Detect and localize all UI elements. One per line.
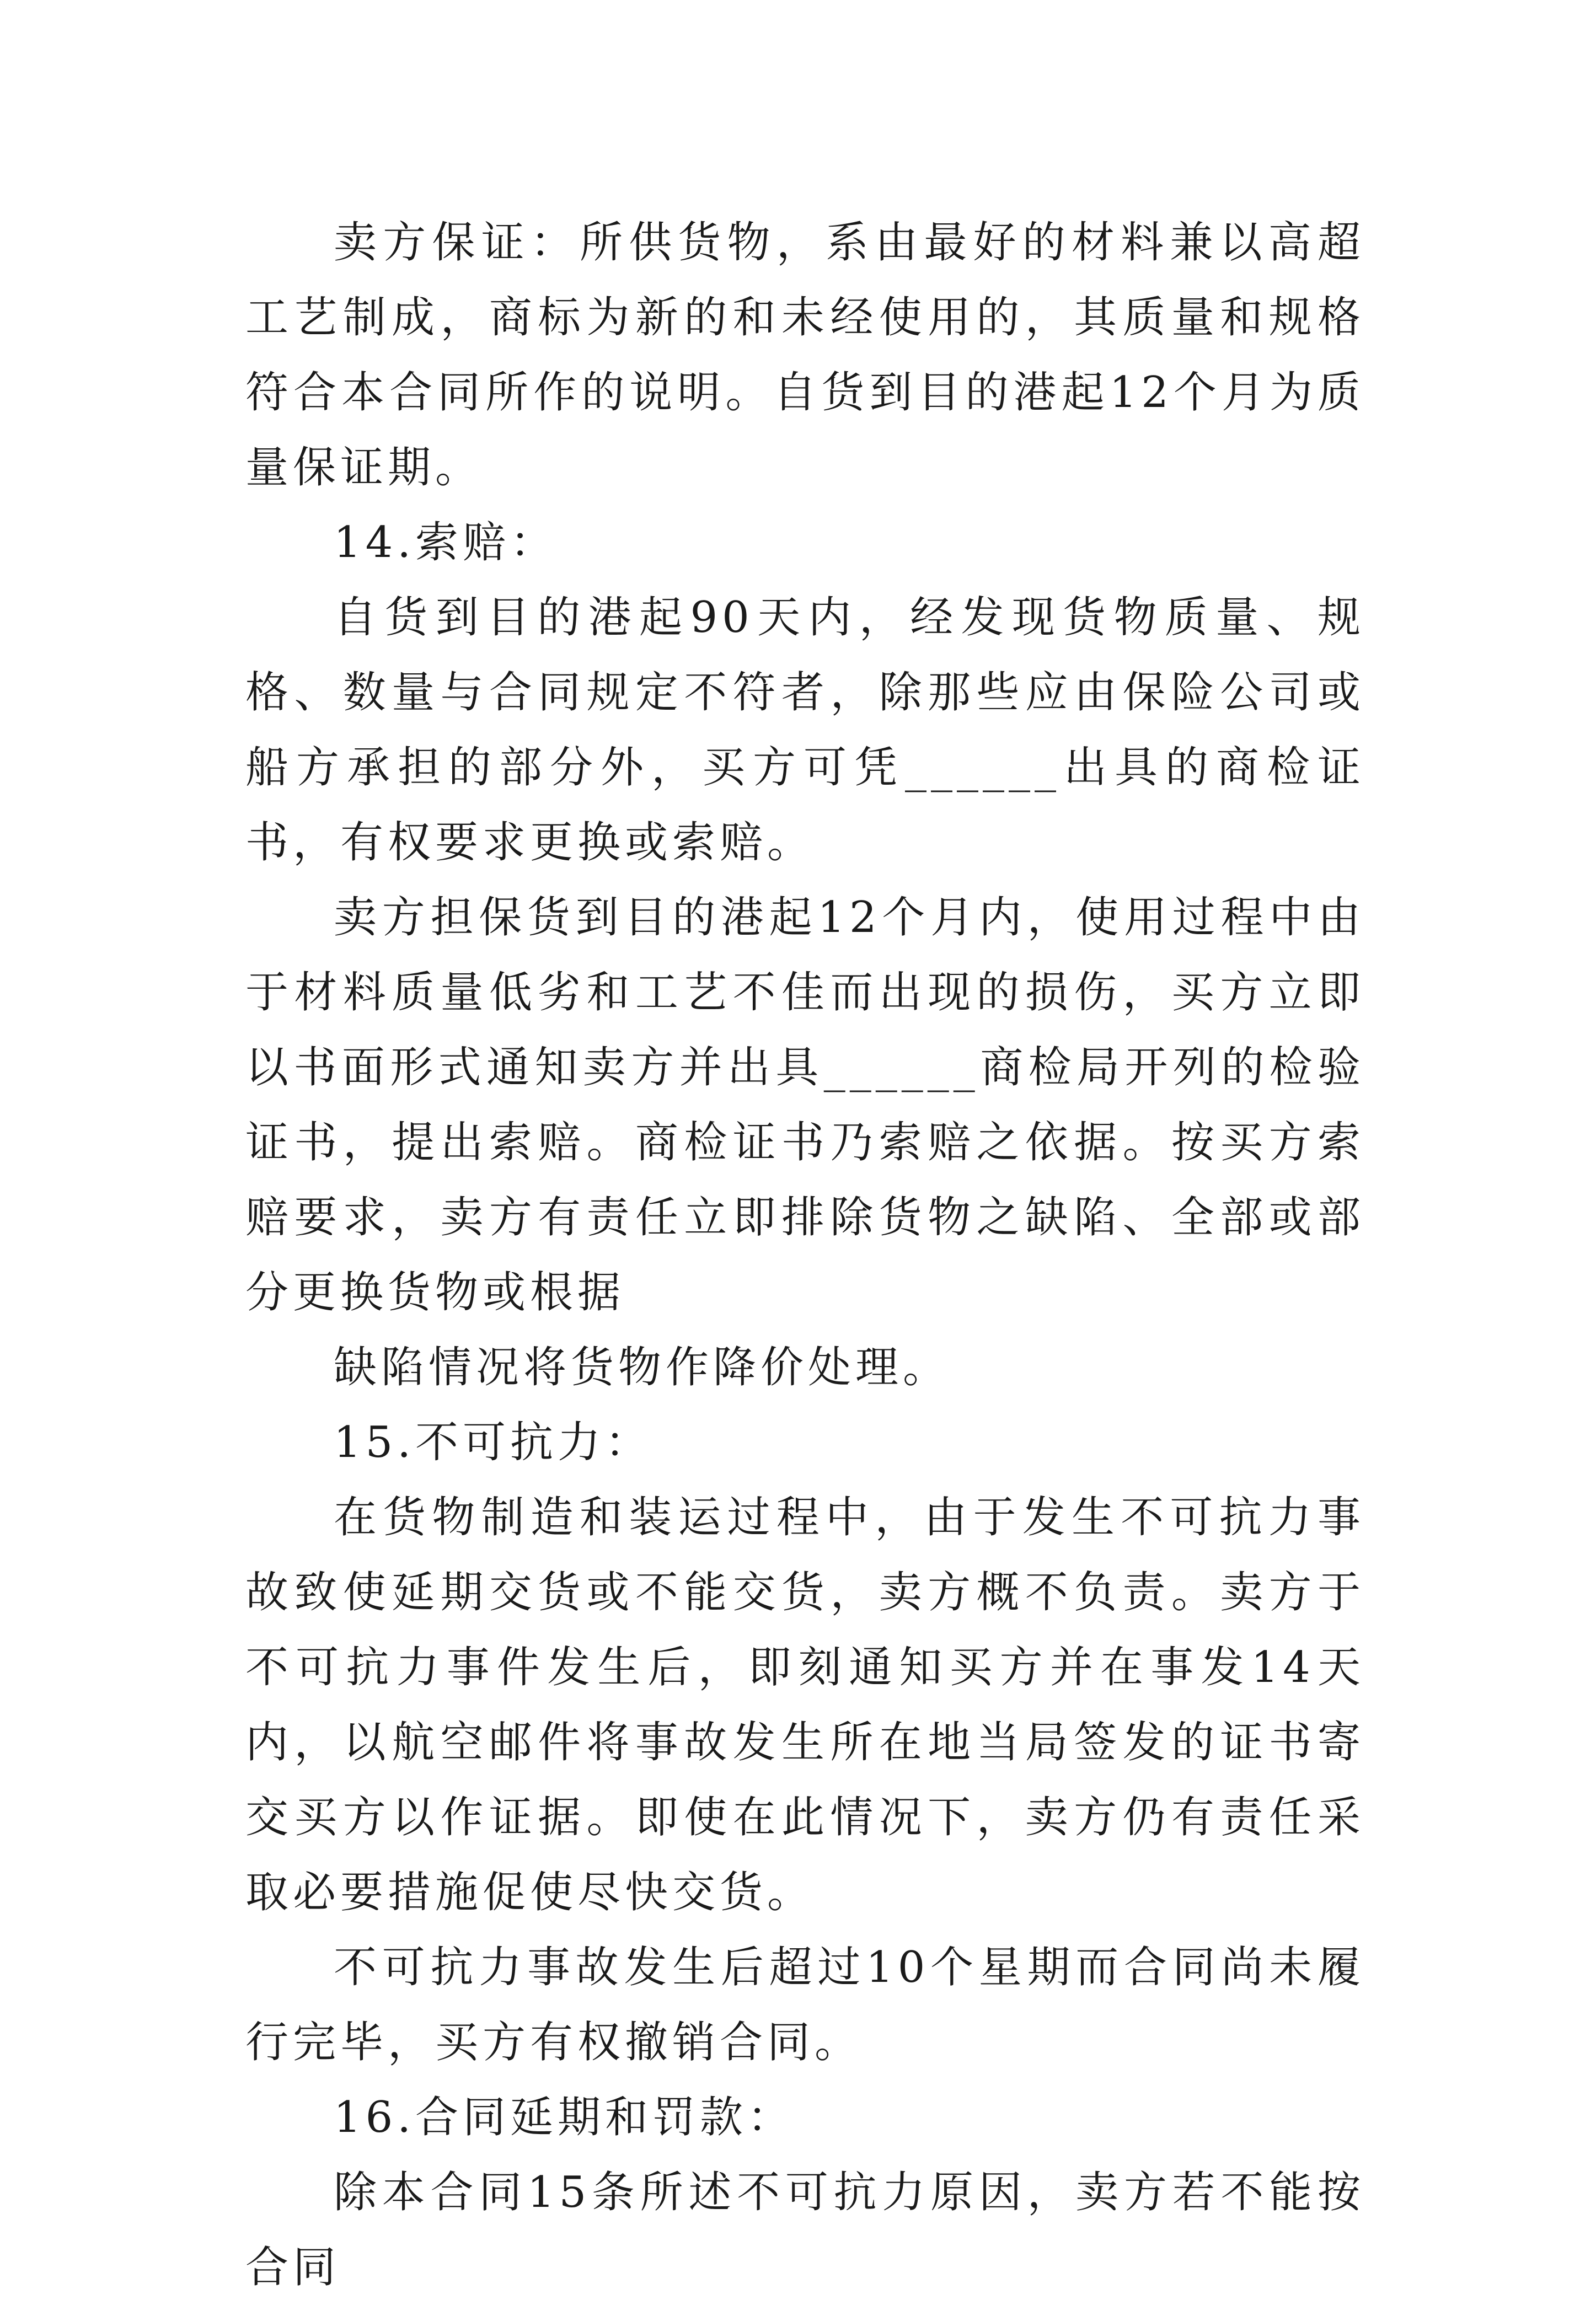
paragraph-seller-warranty: 卖方保证：所供货物，系由最好的材料兼以高超工艺制成，商标为新的和未经使用的，其质量和规格符合本合同所作的说明。自货到目的港起12个月为质量保证期。: [245, 218, 1365, 492]
paragraph-cancel-contract: 不可抗力事故发生后超过10个星期而合同尚未履行完毕，买方有权撤销合同。: [245, 1943, 1365, 2067]
paragraph-force-majeure: 在货物制造和装运过程中，由于发生不可抗力事故致使延期交货或不能交货，卖方概不负责。卖方于不可抗力事件发生后，即刻通知买方并在事发14天内，以航空邮件将事故发生所在地当局签发的证书寄交买方以作证据。即使在此情况下，卖方仍有责任采取必要措施促使尽快交货。: [245, 1493, 1365, 1917]
clause-heading-delay-penalty: 16.合同延期和罚款：: [334, 2093, 795, 2142]
paragraph-delay-penalty: 除本合同15条所述不可抗力原因，卖方若不能按合同: [245, 2168, 1365, 2292]
clause-heading-force-majeure: 15.不可抗力：: [334, 1418, 653, 1467]
document-body: [245, 205, 1365, 2305]
clause-heading-claims: 14.索赔：: [334, 518, 558, 567]
paragraph-price-reduction: 缺陷情况将货物作降价处理。: [334, 1343, 951, 1392]
paragraph-claims-90-days: 自货到目的港起90天内，经发现货物质量、规格、数量与合同规定不符者，除那些应由保险公司或船方承担的部分外，买方可凭______出具的商检证书，有权要求更换或索赔。: [245, 593, 1365, 867]
paragraph-claims-12-months: 卖方担保货到目的港起12个月内，使用过程中由于材料质量低劣和工艺不佳而出现的损伤，买方立即以书面形式通知卖方并出具______商检局开列的检验证书，提出索赔。商检证书乃索赔之依据。按买方索赔要求，卖方有责任立即排除货物之缺陷、全部或部分更换货物或根据: [245, 893, 1365, 1317]
